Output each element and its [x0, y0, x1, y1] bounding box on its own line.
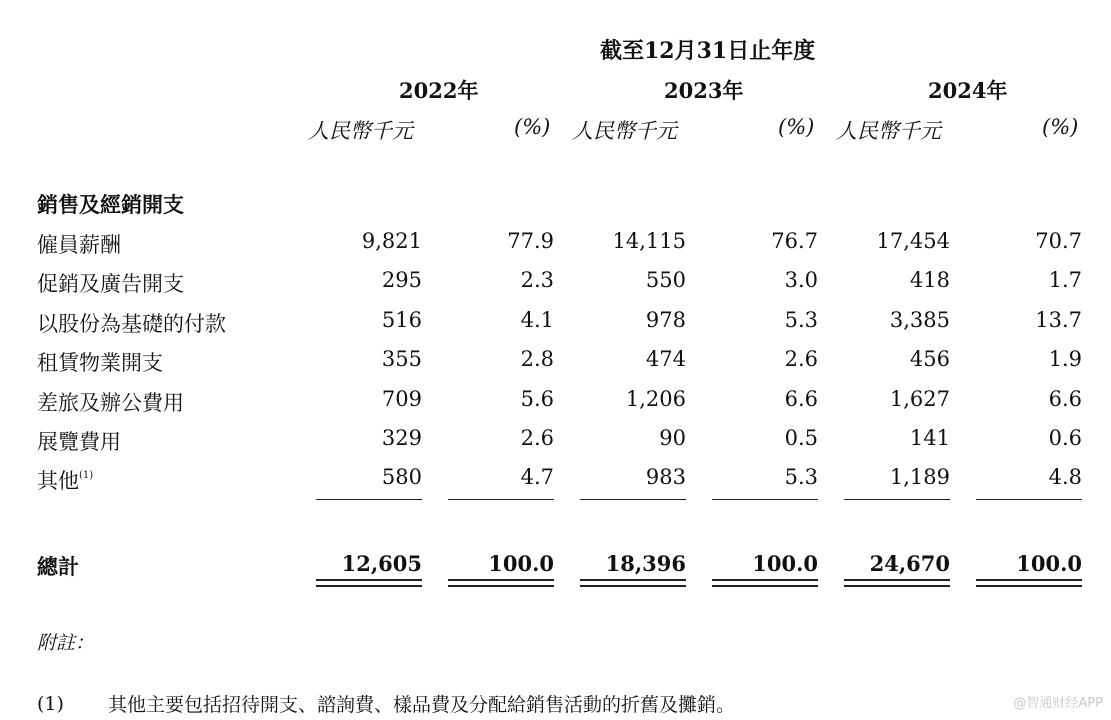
note-text: 其他主要包括招待開支、諮詢費、樣品費及分配給銷售活動的折舊及攤銷。 — [108, 694, 736, 716]
cell-2023-amount: 978 — [645, 308, 686, 332]
cell-2023-pct: 2.6 — [784, 347, 818, 371]
cell-2022-amount: 329 — [381, 426, 422, 450]
row-label: 展覽費用 — [37, 430, 121, 454]
row-label: 僱員薪酬 — [37, 233, 121, 257]
cell-2024-amount: 1,189 — [889, 465, 950, 489]
cell-2022-pct: 2.6 — [520, 426, 554, 450]
total-2023-amount: 18,396 — [605, 551, 686, 576]
period-header: 截至12月31日止年度 — [600, 38, 816, 64]
total-double-rule — [844, 579, 950, 587]
cell-2022-amount: 355 — [381, 347, 422, 371]
row-label — [37, 465, 93, 495]
table-row — [0, 465, 1111, 495]
total-2024-amount: 24,670 — [869, 551, 950, 576]
cell-2024-pct: 1.7 — [1048, 268, 1082, 292]
total-double-rule — [448, 579, 554, 587]
row-label: 促銷及廣告開支 — [37, 272, 184, 296]
pct-header: (%) — [778, 115, 815, 139]
cell-2023-amount: 474 — [645, 347, 686, 371]
cell-2023-pct: 76.7 — [771, 229, 818, 253]
cell-2023-pct: 3.0 — [784, 268, 818, 292]
total-label: 總計 — [37, 554, 79, 579]
cell-2024-amount: 3,385 — [889, 308, 950, 332]
cell-2024-amount: 17,454 — [876, 229, 950, 253]
subtotal-rule — [316, 499, 422, 500]
cell-2022-pct: 2.3 — [520, 268, 554, 292]
watermark: @智通财经APP — [1013, 696, 1103, 711]
cell-2024-pct: 1.9 — [1048, 347, 1082, 371]
cell-2023-amount: 90 — [659, 426, 686, 450]
total-2024-pct: 100.0 — [1016, 551, 1082, 576]
cell-2022-pct: 2.8 — [520, 347, 554, 371]
subtotal-rule — [844, 499, 950, 500]
cell-2024-amount: 1,627 — [889, 387, 950, 411]
cell-2022-pct: 4.1 — [520, 308, 554, 332]
total-double-rule — [712, 579, 818, 587]
row-label: 以股份為基礎的付款 — [37, 312, 226, 336]
cell-2024-pct: 70.7 — [1035, 229, 1082, 253]
total-row — [0, 551, 1111, 581]
cell-2023-pct: 5.3 — [784, 465, 818, 489]
table-row — [0, 308, 1111, 338]
cell-2024-pct: 4.8 — [1048, 465, 1082, 489]
table-row — [0, 347, 1111, 377]
cell-2022-pct: 4.7 — [520, 465, 554, 489]
pct-header: (%) — [1042, 115, 1079, 139]
total-double-rule — [580, 579, 686, 587]
cell-2024-pct: 6.6 — [1048, 387, 1082, 411]
total-2022-pct: 100.0 — [488, 551, 554, 576]
year-header-2024: 2024年 — [928, 78, 1008, 103]
subtotal-rule — [448, 499, 554, 500]
cell-2023-pct: 6.6 — [784, 387, 818, 411]
year-header-2023: 2023年 — [664, 78, 744, 103]
cell-2023-amount: 983 — [645, 465, 686, 489]
cell-2022-amount: 295 — [381, 268, 422, 292]
cell-2023-amount: 550 — [645, 268, 686, 292]
cell-2022-pct: 5.6 — [520, 387, 554, 411]
unit-header: 人民幣千元 — [836, 119, 941, 143]
total-double-rule — [976, 579, 1082, 587]
total-2022-amount: 12,605 — [341, 551, 422, 576]
year-header-2022: 2022年 — [399, 78, 479, 103]
subtotal-rule — [580, 499, 686, 500]
cell-2023-amount: 14,115 — [612, 229, 686, 253]
table-row — [0, 426, 1111, 456]
unit-header: 人民幣千元 — [308, 119, 413, 143]
cell-2024-amount: 141 — [909, 426, 950, 450]
cell-2022-amount: 516 — [381, 308, 422, 332]
row-label: 租賃物業開支 — [37, 351, 163, 375]
cell-2023-pct: 5.3 — [784, 308, 818, 332]
cell-2022-amount: 580 — [381, 465, 422, 489]
table-row — [0, 268, 1111, 298]
cell-2022-amount: 709 — [381, 387, 422, 411]
row-label-text: 其他 — [37, 469, 79, 493]
cell-2024-amount: 456 — [909, 347, 950, 371]
total-double-rule — [316, 579, 422, 587]
cell-2023-pct: 0.5 — [784, 426, 818, 450]
table-row — [0, 229, 1111, 259]
cell-2024-pct: 13.7 — [1035, 308, 1082, 332]
total-2023-pct: 100.0 — [752, 551, 818, 576]
cell-2022-amount: 9,821 — [361, 229, 422, 253]
unit-header: 人民幣千元 — [572, 119, 677, 143]
section-title: 銷售及經銷開支 — [37, 192, 184, 217]
cell-2024-pct: 0.6 — [1048, 426, 1082, 450]
table-row — [0, 387, 1111, 417]
note-number: (1) — [37, 693, 64, 715]
cell-2023-amount: 1,206 — [625, 387, 686, 411]
subtotal-rule — [976, 499, 1082, 500]
pct-header: (%) — [514, 115, 551, 139]
cell-2022-pct: 77.9 — [507, 229, 554, 253]
subtotal-rule — [712, 499, 818, 500]
cell-2024-amount: 418 — [909, 268, 950, 292]
row-label: 差旅及辦公費用 — [37, 391, 184, 415]
footnote-marker: (1) — [79, 470, 94, 481]
notes-title: 附註： — [37, 632, 95, 654]
